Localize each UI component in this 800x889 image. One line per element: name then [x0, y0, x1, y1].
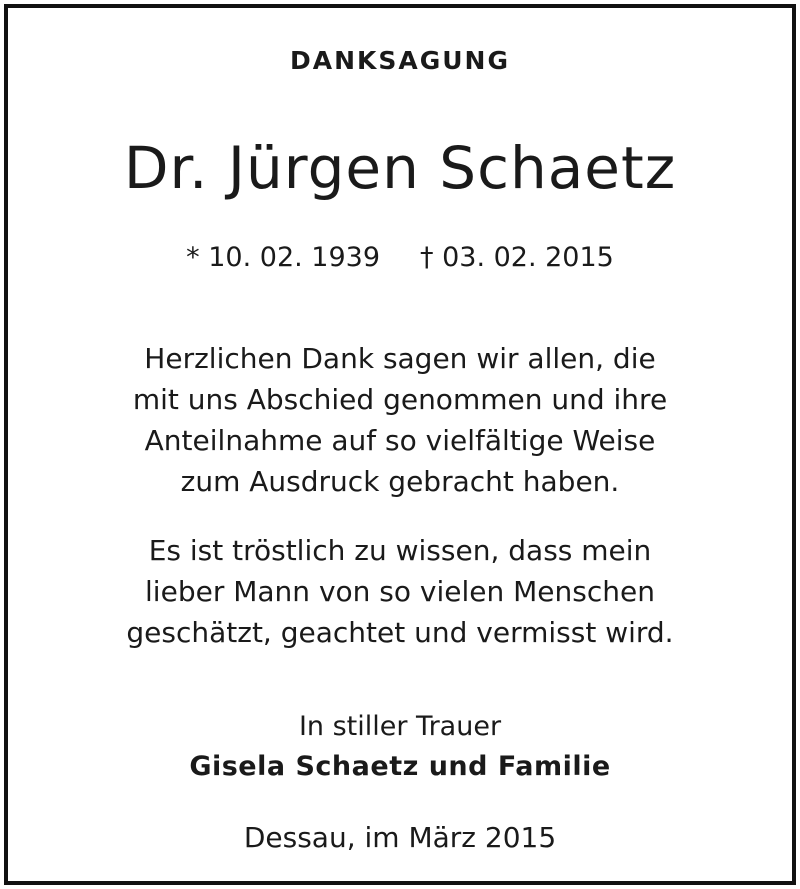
comfort-line: geschätzt, geachtet und vermisst wird. — [126, 616, 674, 649]
birth-date: * 10. 02. 1939 — [186, 242, 380, 273]
comfort-paragraph — [8, 530, 792, 653]
thanks-line: Anteilnahme auf so vielfältige Weise — [144, 424, 656, 457]
thanks-line: zum Ausdruck gebracht haben. — [180, 465, 620, 498]
life-dates — [8, 244, 792, 271]
deceased-name: Dr. Jürgen Schaetz — [123, 134, 677, 202]
place-date: Dessau, im März 2015 — [243, 821, 557, 854]
thanks-line: Herzlichen Dank sagen wir allen, die — [144, 342, 656, 375]
thanks-line: mit uns Abschied genommen und ihre — [132, 383, 668, 416]
notice-heading: DANKSAGUNG — [289, 46, 510, 75]
thanks-paragraph — [8, 338, 792, 502]
comfort-line: lieber Mann von so vielen Menschen — [145, 575, 655, 608]
obituary-frame — [4, 4, 796, 885]
comfort-line: Es ist tröstlich zu wissen, dass mein — [148, 534, 652, 567]
death-date: † 03. 02. 2015 — [420, 242, 614, 273]
family-signature: Gisela Schaetz und Familie — [189, 751, 611, 782]
mourning-phrase: In stiller Trauer — [298, 711, 502, 742]
